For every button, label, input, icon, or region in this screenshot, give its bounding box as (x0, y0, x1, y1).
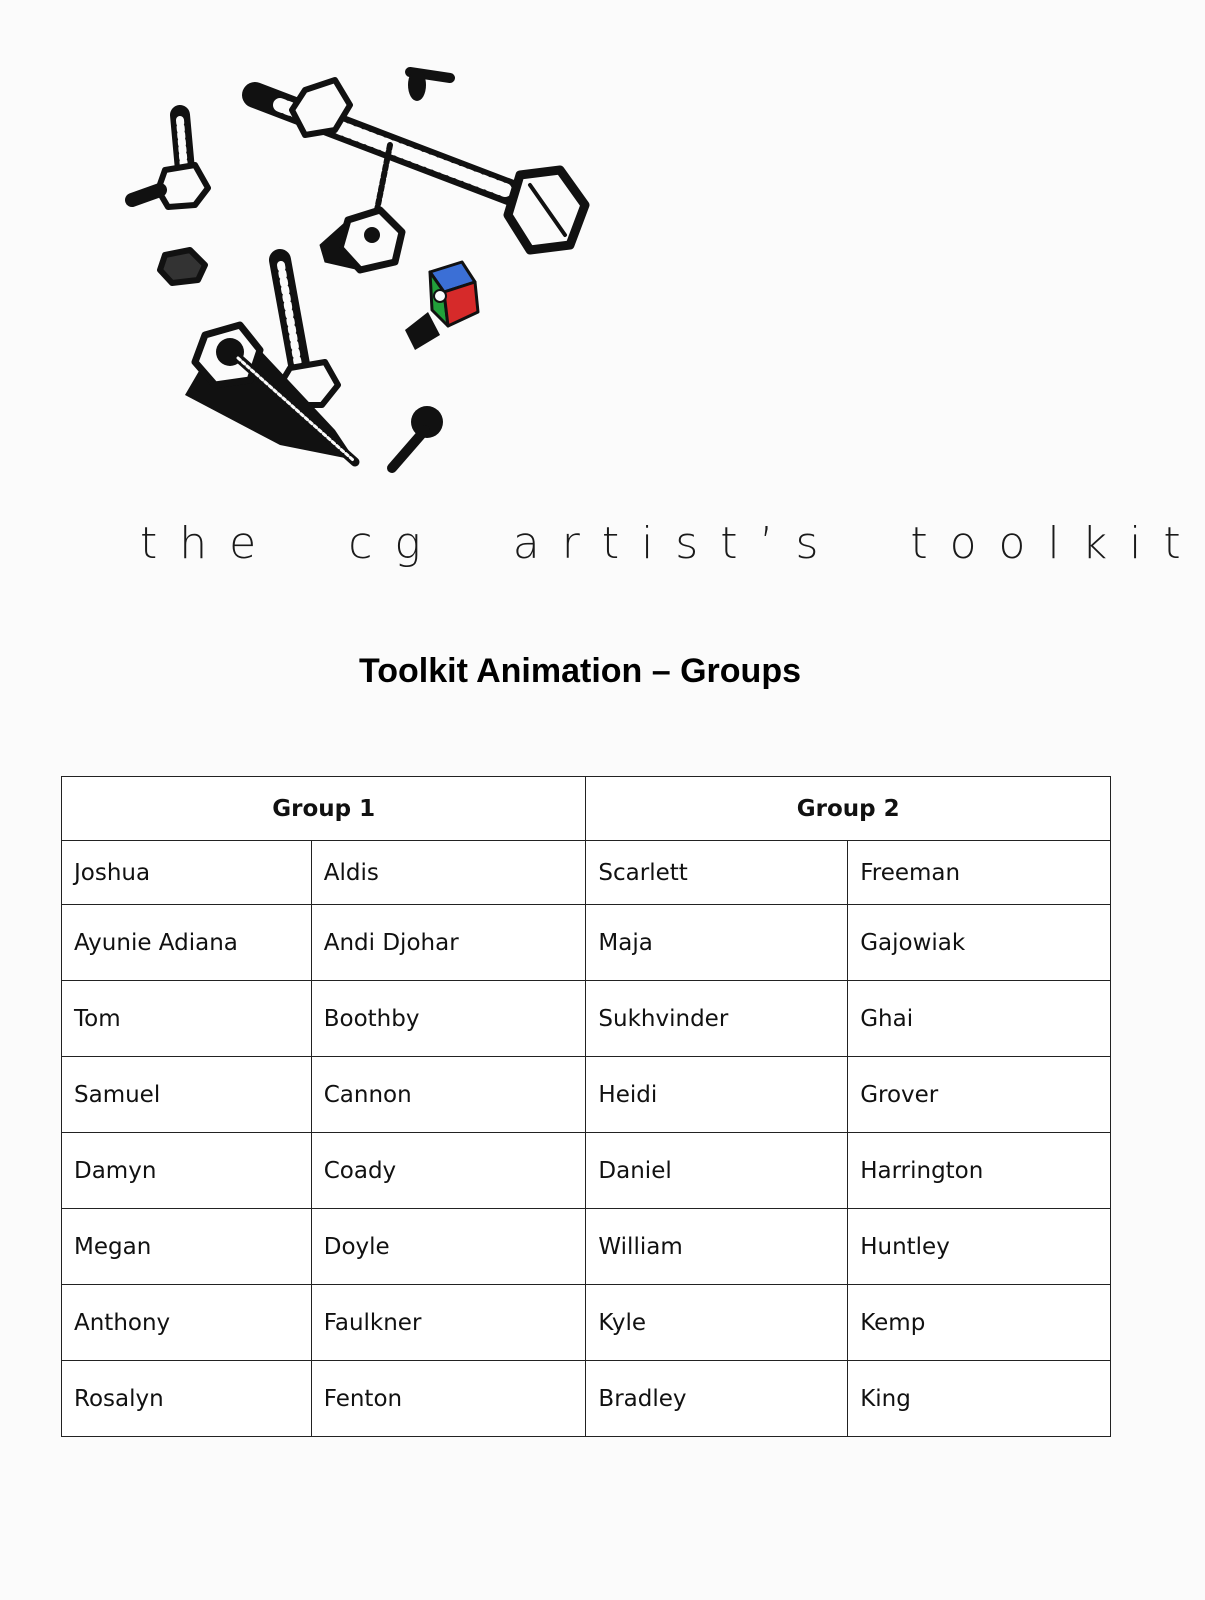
group-2-header: Group 2 (586, 777, 1111, 841)
table-cell: Daniel (586, 1133, 848, 1209)
table-cell: Doyle (311, 1209, 586, 1285)
table-cell: Maja (586, 905, 848, 981)
long-bolt-icon (255, 80, 585, 250)
table-cell: Andi Djohar (311, 905, 586, 981)
table-cell: Scarlett (586, 841, 848, 905)
table-cell: Heidi (586, 1057, 848, 1133)
bottom-screw-icon (392, 406, 443, 468)
table-cell: Anthony (62, 1285, 312, 1361)
color-nut-icon (405, 262, 478, 350)
table-row (62, 841, 1111, 905)
table-cell: Ayunie Adiana (62, 905, 312, 981)
table-cell: Huntley (848, 1209, 1111, 1285)
table-cell: Faulkner (311, 1285, 586, 1361)
toolkit-logo-illustration (110, 50, 630, 500)
table-row (62, 1361, 1111, 1437)
small-screw-icon (408, 69, 450, 101)
table-row (62, 981, 1111, 1057)
table-cell: Rosalyn (62, 1361, 312, 1437)
table-cell: Kyle (586, 1285, 848, 1361)
table-cell: Coady (311, 1133, 586, 1209)
table-cell: Aldis (311, 841, 586, 905)
table-cell: Joshua (62, 841, 312, 905)
toolkit-wordmark: the cg artist’s toolkit (140, 518, 1203, 569)
table-cell: Gajowiak (848, 905, 1111, 981)
table-cell: Tom (62, 981, 312, 1057)
table-cell: Kemp (848, 1285, 1111, 1361)
table-cell: Grover (848, 1057, 1111, 1133)
hanging-nut-icon (320, 145, 402, 270)
table-cell: Harrington (848, 1133, 1111, 1209)
table-row (62, 1285, 1111, 1361)
table-cell: Cannon (311, 1057, 586, 1133)
vertical-bolt-icon (132, 115, 208, 207)
groups-table (61, 776, 1111, 1437)
table-cell: Boothby (311, 981, 586, 1057)
table-row (62, 1057, 1111, 1133)
table-cell: Megan (62, 1209, 312, 1285)
table-row (62, 905, 1111, 981)
table-row (62, 1133, 1111, 1209)
table-cell: Freeman (848, 841, 1111, 905)
table-cell: Ghai (848, 981, 1111, 1057)
page-title: Toolkit Animation – Groups (359, 652, 801, 690)
table-cell: Damyn (62, 1133, 312, 1209)
table-cell: King (848, 1361, 1111, 1437)
small-nut-icon (160, 250, 205, 283)
group-1-header: Group 1 (62, 777, 586, 841)
lower-bolts-icon (185, 260, 355, 462)
table-cell: Samuel (62, 1057, 312, 1133)
table-row (62, 1209, 1111, 1285)
table-cell: Sukhvinder (586, 981, 848, 1057)
table-header-row (62, 777, 1111, 841)
table-cell: William (586, 1209, 848, 1285)
table-cell: Fenton (311, 1361, 586, 1437)
table-cell: Bradley (586, 1361, 848, 1437)
